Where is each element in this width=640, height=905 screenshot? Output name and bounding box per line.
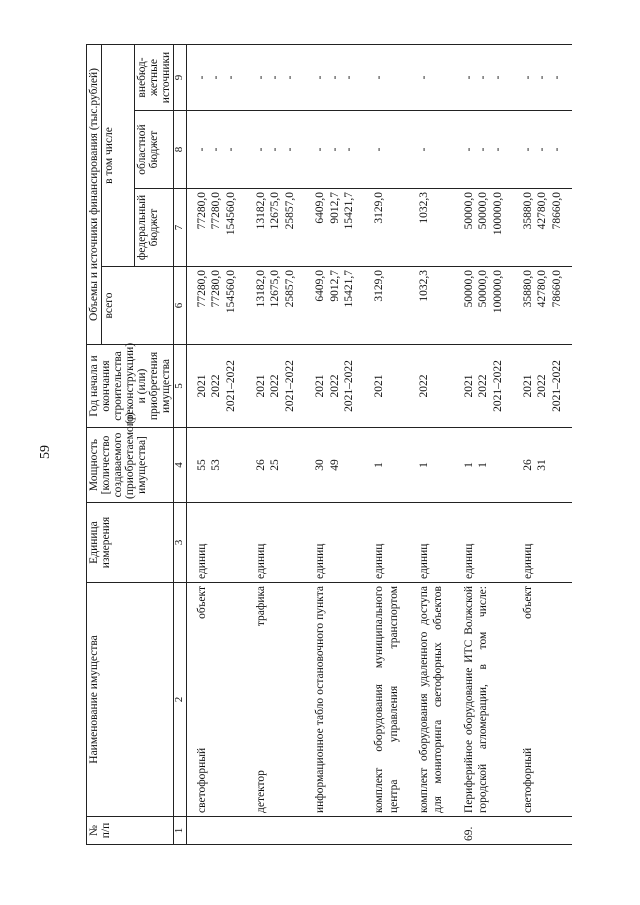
cell-years: 2021 2022 2021–2022	[513, 345, 572, 428]
cell-regional: -	[409, 111, 454, 189]
cell-regional: - - -	[305, 111, 364, 189]
cell-capacity: 26 31	[513, 428, 572, 503]
cell-extrabudget: - - -	[305, 44, 364, 110]
cell-row-number: 69.	[454, 817, 513, 845]
cell-years: 2021	[364, 345, 409, 428]
cell-item-name: информационное табло остановочного пункта	[305, 583, 364, 817]
header-federal: федеральный бюджет	[135, 189, 174, 267]
header-total: всего	[102, 267, 174, 345]
cell-row-number	[246, 817, 305, 845]
cell-item-name: комплект оборудования муниципального центра управления транспортом	[364, 583, 409, 817]
cell-row-number	[186, 817, 246, 845]
cell-unit: единиц	[454, 503, 513, 583]
col-number: 7	[174, 189, 187, 267]
header-capacity: Мощность [количество создаваемого (приобретаемого) имущества]	[87, 428, 174, 503]
cell-unit: единиц	[305, 503, 364, 583]
cell-item-name: детектор трафика	[246, 583, 305, 817]
cell-unit: единиц	[409, 503, 454, 583]
cell-unit: единиц	[364, 503, 409, 583]
cell-unit: единиц	[186, 503, 246, 583]
cell-extrabudget: - - -	[454, 44, 513, 110]
header-years: Год начала и окончания строительства (реконструкции) и (или) приобретения имущества	[87, 345, 174, 428]
header-incl: в том числе	[102, 44, 135, 266]
table-row	[409, 44, 454, 844]
header-extrabudget: внебюд-жетные источники	[135, 44, 174, 110]
col-number: 3	[174, 503, 187, 583]
cell-regional: - - -	[246, 111, 305, 189]
cell-row-number	[513, 817, 572, 845]
header-funding: Объемы и источники финансирования (тыс.рублей)	[87, 44, 102, 344]
table-body	[186, 44, 572, 844]
cell-extrabudget: - - -	[246, 44, 305, 110]
col-number: 9	[174, 44, 187, 110]
cell-total: 50000,0 50000,0 100000,0	[454, 267, 513, 345]
col-number: 4	[174, 428, 187, 503]
cell-years: 2021 2022 2021–2022	[186, 345, 246, 428]
cell-unit: единиц	[513, 503, 572, 583]
table-row	[305, 44, 364, 844]
table-row	[513, 44, 572, 844]
col-number: 5	[174, 345, 187, 428]
cell-regional: - - -	[454, 111, 513, 189]
rotated-table-container	[86, 45, 588, 845]
cell-regional: - - -	[186, 111, 246, 189]
cell-total: 6409,0 9012,7 15421,7	[305, 267, 364, 345]
property-funding-table	[86, 44, 572, 845]
cell-item-name: светофорный объект	[186, 583, 246, 817]
table-row	[364, 44, 409, 844]
cell-unit: единиц	[246, 503, 305, 583]
cell-item-name: Периферийное оборудование ИТС Волжской городской агломерации, в том числе:	[454, 583, 513, 817]
cell-years: 2021 2022 2021–2022	[454, 345, 513, 428]
cell-extrabudget: -	[409, 44, 454, 110]
cell-years: 2022	[409, 345, 454, 428]
cell-federal: 35880,0 42780,0 78660,0	[513, 189, 572, 267]
col-number: 2	[174, 583, 187, 817]
cell-capacity: 30 49	[305, 428, 364, 503]
cell-total: 1032,3	[409, 267, 454, 345]
cell-row-number	[409, 817, 454, 845]
cell-years: 2021 2022 2021–2022	[305, 345, 364, 428]
header-unit: Единица измерения	[87, 503, 174, 583]
table-row	[246, 44, 305, 844]
cell-extrabudget: - - -	[513, 44, 572, 110]
cell-total: 13182,0 12675,0 25857,0	[246, 267, 305, 345]
cell-federal: 6409,0 9012,7 15421,7	[305, 189, 364, 267]
cell-federal: 1032,3	[409, 189, 454, 267]
table-row	[186, 44, 246, 844]
col-number: 6	[174, 267, 187, 345]
header-regional: областной бюджет	[135, 111, 174, 189]
cell-row-number	[364, 817, 409, 845]
cell-capacity: 1	[409, 428, 454, 503]
cell-federal: 77280,0 77280,0 154560,0	[186, 189, 246, 267]
header-num: № п/п	[87, 817, 174, 845]
cell-total: 3129,0	[364, 267, 409, 345]
cell-years: 2021 2022 2021–2022	[246, 345, 305, 428]
cell-capacity: 1 1	[454, 428, 513, 503]
table-row	[454, 44, 513, 844]
col-number: 8	[174, 111, 187, 189]
header-name: Наименование имущества	[87, 583, 174, 817]
cell-row-number	[305, 817, 364, 845]
page-number: 59	[38, 445, 53, 459]
cell-capacity: 1	[364, 428, 409, 503]
cell-capacity: 55 53	[186, 428, 246, 503]
cell-federal: 13182,0 12675,0 25857,0	[246, 189, 305, 267]
cell-extrabudget: - - -	[186, 44, 246, 110]
cell-total: 77280,0 77280,0 154560,0	[186, 267, 246, 345]
cell-total: 35880,0 42780,0 78660,0	[513, 267, 572, 345]
cell-capacity: 26 25	[246, 428, 305, 503]
cell-regional: -	[364, 111, 409, 189]
col-number: 1	[174, 817, 187, 845]
cell-federal: 50000,0 50000,0 100000,0	[454, 189, 513, 267]
cell-federal: 3129,0	[364, 189, 409, 267]
cell-item-name: комплект оборудования удаленного доступа для мониторинга светофорных объектов	[409, 583, 454, 817]
cell-regional: - - -	[513, 111, 572, 189]
cell-extrabudget: -	[364, 44, 409, 110]
cell-item-name: светофорный объект	[513, 583, 572, 817]
